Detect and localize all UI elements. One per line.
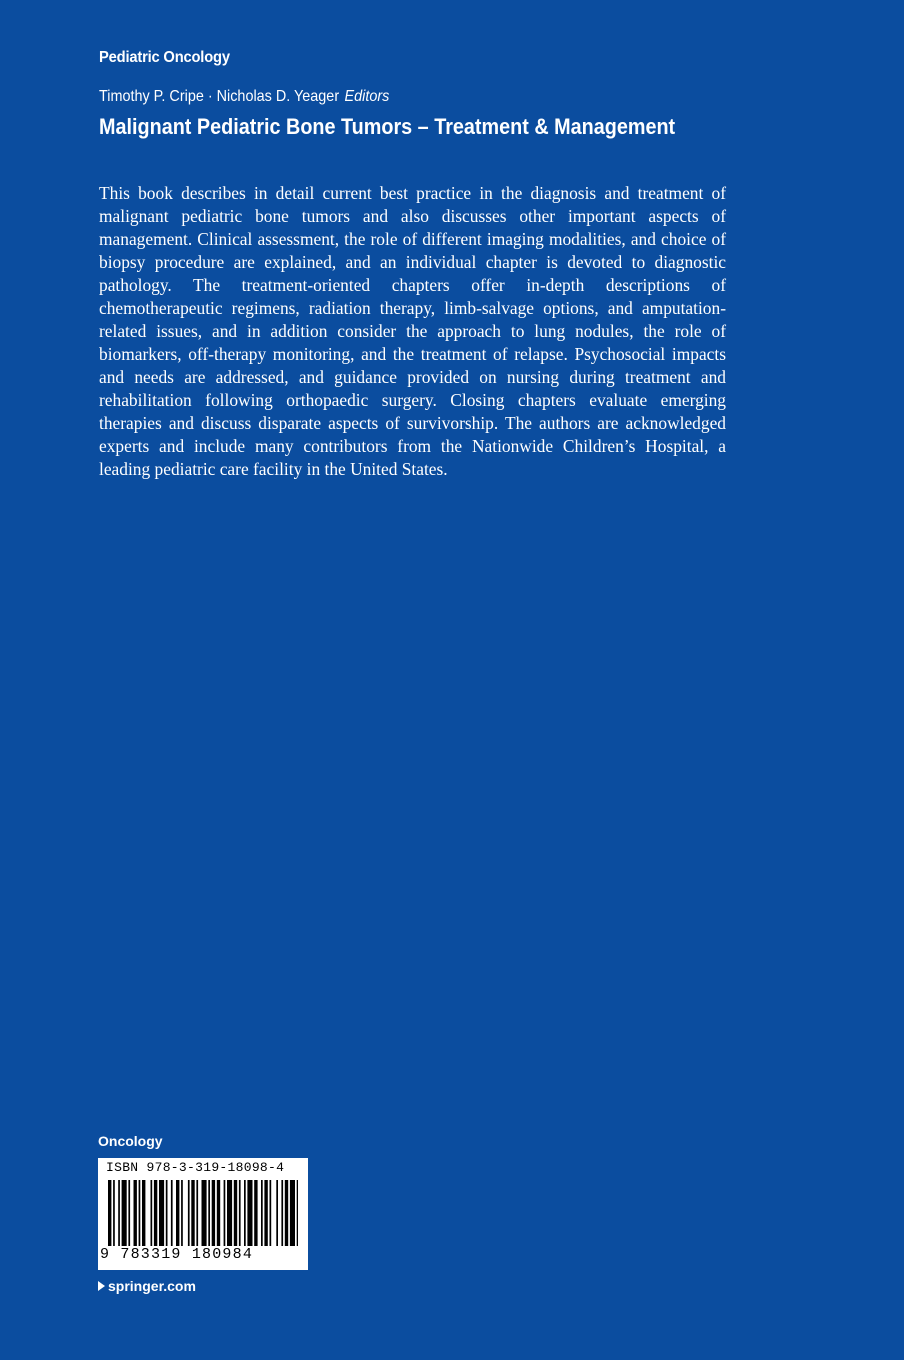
barcode-bar — [208, 1180, 210, 1246]
barcode-bar — [290, 1180, 295, 1246]
barcode-bar — [239, 1180, 241, 1246]
barcode-bar — [285, 1180, 288, 1246]
barcode-bar — [181, 1180, 183, 1246]
editor-names: Timothy P. Cripe · Nicholas D. Yeager — [99, 88, 340, 105]
isbn-label: ISBN 978-3-319-18098-4 — [106, 1160, 285, 1175]
barcode-bar — [118, 1180, 120, 1246]
publisher-link[interactable] — [98, 1278, 196, 1294]
barcode-bar — [276, 1180, 278, 1246]
barcode-bar — [261, 1180, 263, 1246]
barcode-bar — [196, 1180, 198, 1246]
barcode-bar — [159, 1180, 164, 1246]
barcode-bar — [113, 1180, 115, 1246]
barcode-bar — [166, 1180, 168, 1246]
book-description: This book describes in detail current best practice in the diagnosis and treatment of malignant pediatric bone tumors and also discusses other important aspects of management. Clinical assessment, the role of different imaging modalities, and choice of biopsy procedure are explained, and an individual chapter is devoted to diagnostic pathology. The treatment-oriented chapters offer in-depth descriptions of chemotherapeutic regimens, radiation therapy, limb-salvage options, and amputation-related issues, and in addition consider the approach to lung nodules, the role of biomarkers, off-therapy monitoring, and the treatment of relapse. Psychosocial impacts and needs are addressed, and guidance provided on nursing during treatment and rehabilitation following orthopaedic surgery. Closing chapters evaluate emerging therapies and discuss disparate aspects of survivorship. The authors are acknowledged experts and include many contributors from the Nationwide Children’s Hospital, a leading pediatric care facility in the United States. — [99, 183, 726, 479]
series-name: Pediatric Oncology — [99, 49, 230, 66]
barcode-bar — [139, 1180, 141, 1246]
barcode-icon — [108, 1180, 298, 1246]
barcode-bar — [212, 1180, 215, 1246]
barcode-bar — [188, 1180, 190, 1246]
barcode-bar — [297, 1180, 298, 1246]
barcode-bar — [134, 1180, 137, 1246]
barcode-bar — [176, 1180, 179, 1246]
book-title: Malignant Pediatric Bone Tumors – Treatment & Management — [99, 114, 676, 139]
barcode-bar — [244, 1180, 246, 1246]
barcode-digits: 9 783319 180984 — [100, 1246, 254, 1263]
barcode-bar — [264, 1180, 267, 1246]
barcode-bar — [224, 1180, 226, 1246]
barcode-bar — [154, 1180, 157, 1246]
barcode-bar — [128, 1180, 130, 1246]
barcode-bar — [247, 1180, 252, 1246]
barcode-bar — [108, 1180, 111, 1246]
editors-line — [99, 88, 389, 106]
barcode-bar — [171, 1180, 173, 1246]
barcode-bar — [234, 1180, 237, 1246]
barcode-bar — [227, 1180, 232, 1246]
barcode-bar — [142, 1180, 145, 1246]
barcode-bar — [122, 1180, 127, 1246]
barcode-bar — [151, 1180, 153, 1246]
barcode-bar — [281, 1180, 283, 1246]
barcode-bar — [202, 1180, 207, 1246]
publisher-link-text[interactable]: springer.com — [108, 1278, 196, 1294]
arrow-right-icon — [98, 1281, 105, 1291]
barcode-bar — [191, 1180, 194, 1246]
subject-category: Oncology — [98, 1133, 163, 1149]
editors-role: Editors — [344, 88, 390, 105]
barcode-bar — [217, 1180, 220, 1246]
barcode-bar — [270, 1180, 272, 1246]
isbn-barcode — [98, 1158, 308, 1270]
barcode-bar — [254, 1180, 257, 1246]
